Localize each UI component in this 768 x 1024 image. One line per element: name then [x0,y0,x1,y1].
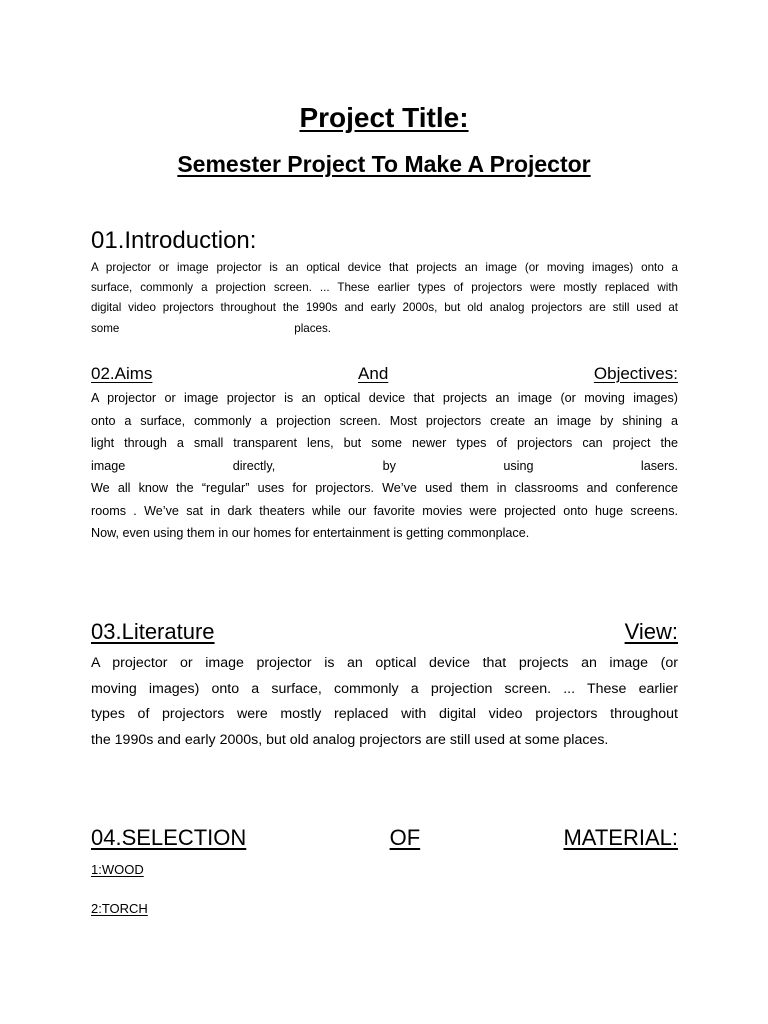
literature-line: the 1990s and early 2000s, but old analog projectors are still used at some places. [91,731,609,748]
introduction-line: digital video projectors throughout the 1990s and early 2000s, but old analog projectors are still used at [91,301,678,315]
project-title: Project Title: [299,102,469,133]
aims-heading [91,361,678,387]
material-item-torch: 2:TORCH [91,901,148,916]
aims-heading-word: And [358,364,389,383]
aims-line: Now, even using them in our homes for entertainment is getting commonplace. [91,526,530,540]
material-item-wood: 1:WOOD [91,862,144,877]
materials-heading [91,822,678,854]
literature-heading-word: View: [624,619,678,644]
introduction-word: places. [294,321,331,335]
aims-heading-word: 02.Aims [91,364,153,383]
aims-word: using [503,458,534,473]
introduction-paragraph [91,258,678,339]
aims-spread-line [91,455,678,478]
project-subtitle: Semester Project To Make A Projector [177,151,591,177]
introduction-line: surface, commonly a projection screen. ... These earlier types of projectors were mostly replaced with [91,281,678,295]
introduction-last-line [91,319,331,339]
literature-paragraph [91,651,678,753]
aims-line: light through a small transparent lens, but some newer types of projectors can project the [91,436,678,450]
aims-line: onto a surface, commonly a projection screen. Most projectors create an image by shining a [91,413,678,428]
materials-heading-word: 04.SELECTION [91,825,247,850]
aims-word: lasers. [640,458,678,473]
aims-heading-word: Objectives: [593,364,678,383]
literature-line: types of projectors were mostly replaced with digital video projectors throughout [91,706,678,722]
materials-heading-word: OF [389,825,421,850]
aims-word: image [91,458,126,473]
literature-line: A projector or image projector is an optical device that projects an image (or [91,655,678,671]
aims-word: directly, [232,458,276,473]
introduction-line: A projector or image projector is an optical device that projects an image (or moving images) onto a [91,261,678,274]
aims-word: by [382,458,396,473]
aims-line: A projector or image projector is an optical device that projects an image (or moving images) [91,391,678,405]
aims-line: rooms . We’ve sat in dark theaters while our favorite movies were projected onto huge screens. [91,503,678,518]
literature-line: moving images) onto a surface, commonly a projection screen. ... These earlier [91,680,678,697]
aims-line: We all know the “regular” uses for projectors. We’ve used them in classrooms and conference [91,481,678,495]
introduction-word: some [91,321,120,335]
aims-paragraph [91,387,678,545]
introduction-heading: 01.Introduction: [91,227,257,254]
materials-heading-word: MATERIAL: [563,825,678,850]
literature-heading-word: 03.Literature [91,619,215,644]
literature-heading [91,616,678,648]
